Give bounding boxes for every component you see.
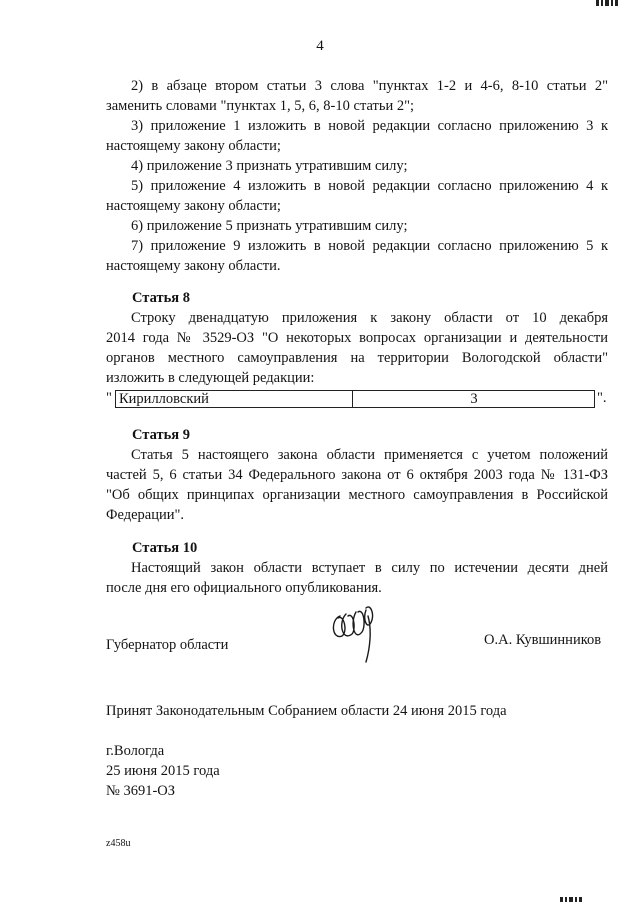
article-10-heading: Статья 10 bbox=[132, 540, 198, 556]
governor-title: Губернатор области bbox=[106, 637, 229, 653]
signing-date: 25 июня 2015 года bbox=[106, 763, 220, 779]
table-open-quote: " bbox=[106, 390, 112, 406]
item-3-line-1: 3) приложение 1 изложить в новой редакции согласно приложению 3 к bbox=[131, 118, 608, 134]
item-2-line-2: заменить словами "пунктах 1, 5, 6, 8-10 статьи 2"; bbox=[106, 98, 415, 114]
law-number: № 3691-ОЗ bbox=[106, 783, 176, 799]
page-number: 4 bbox=[316, 38, 324, 54]
table-close-quote: ". bbox=[597, 390, 607, 406]
article-9-line-2: частей 5, 6 статьи 34 Федерального закона от 6 октября 2003 года № 131-ФЗ bbox=[106, 467, 608, 483]
item-5-line-1: 5) приложение 4 изложить в новой редакции согласно приложению 4 к bbox=[131, 178, 608, 194]
place: г.Вологда bbox=[106, 743, 165, 759]
item-5-line-2: настоящему закону области; bbox=[106, 198, 281, 214]
article-8-line-4: изложить в следующей редакции: bbox=[106, 370, 315, 386]
scan-mark-top bbox=[596, 0, 622, 8]
table-cell-district: Кирилловский bbox=[116, 391, 353, 407]
replacement-row-table bbox=[115, 390, 595, 408]
signature-mark bbox=[328, 596, 380, 666]
article-9-heading: Статья 9 bbox=[132, 427, 190, 443]
item-6-line-1: 6) приложение 5 признать утратившим силу; bbox=[131, 218, 408, 234]
governor-name: О.А. Кувшинников bbox=[484, 632, 602, 648]
item-7-line-1: 7) приложение 9 изложить в новой редакции согласно приложению 5 к bbox=[131, 238, 608, 254]
article-8-line-3: органов местного самоуправления на территории Вологодской области" bbox=[106, 350, 608, 366]
table-cell-value: 3 bbox=[470, 391, 478, 407]
article-9-line-4: Федерации". bbox=[106, 507, 185, 523]
article-8-heading: Статья 8 bbox=[132, 290, 190, 306]
article-9-line-3: "Об общих принципах организации местного самоуправления в Российской bbox=[106, 487, 608, 503]
scan-mark-bottom bbox=[560, 895, 586, 903]
article-8-line-1: Строку двенадцатую приложения к закону области от 10 декабря bbox=[131, 310, 608, 326]
document-code: z458u bbox=[106, 838, 131, 849]
item-4-line-1: 4) приложение 3 признать утратившим силу; bbox=[131, 158, 408, 174]
item-2-line-1: 2) в абзаце втором статьи 3 слова "пунктах 1-2 и 4-6, 8-10 статьи 2" bbox=[131, 78, 608, 94]
adoption-statement: Принят Законодательным Собранием области 24 июня 2015 года bbox=[106, 703, 507, 719]
article-8-line-2: 2014 года № 3529-ОЗ "О некоторых вопросах организации и деятельности bbox=[106, 330, 608, 346]
item-3-line-2: настоящему закону области; bbox=[106, 138, 281, 154]
item-7-line-2: настоящему закону области. bbox=[106, 258, 281, 274]
article-9-line-1: Статья 5 настоящего закона области применяется с учетом положений bbox=[131, 447, 608, 463]
article-10-line-2: после дня его официального опубликования. bbox=[106, 580, 382, 596]
article-10-line-1: Настоящий закон области вступает в силу по истечении десяти дней bbox=[131, 560, 608, 576]
